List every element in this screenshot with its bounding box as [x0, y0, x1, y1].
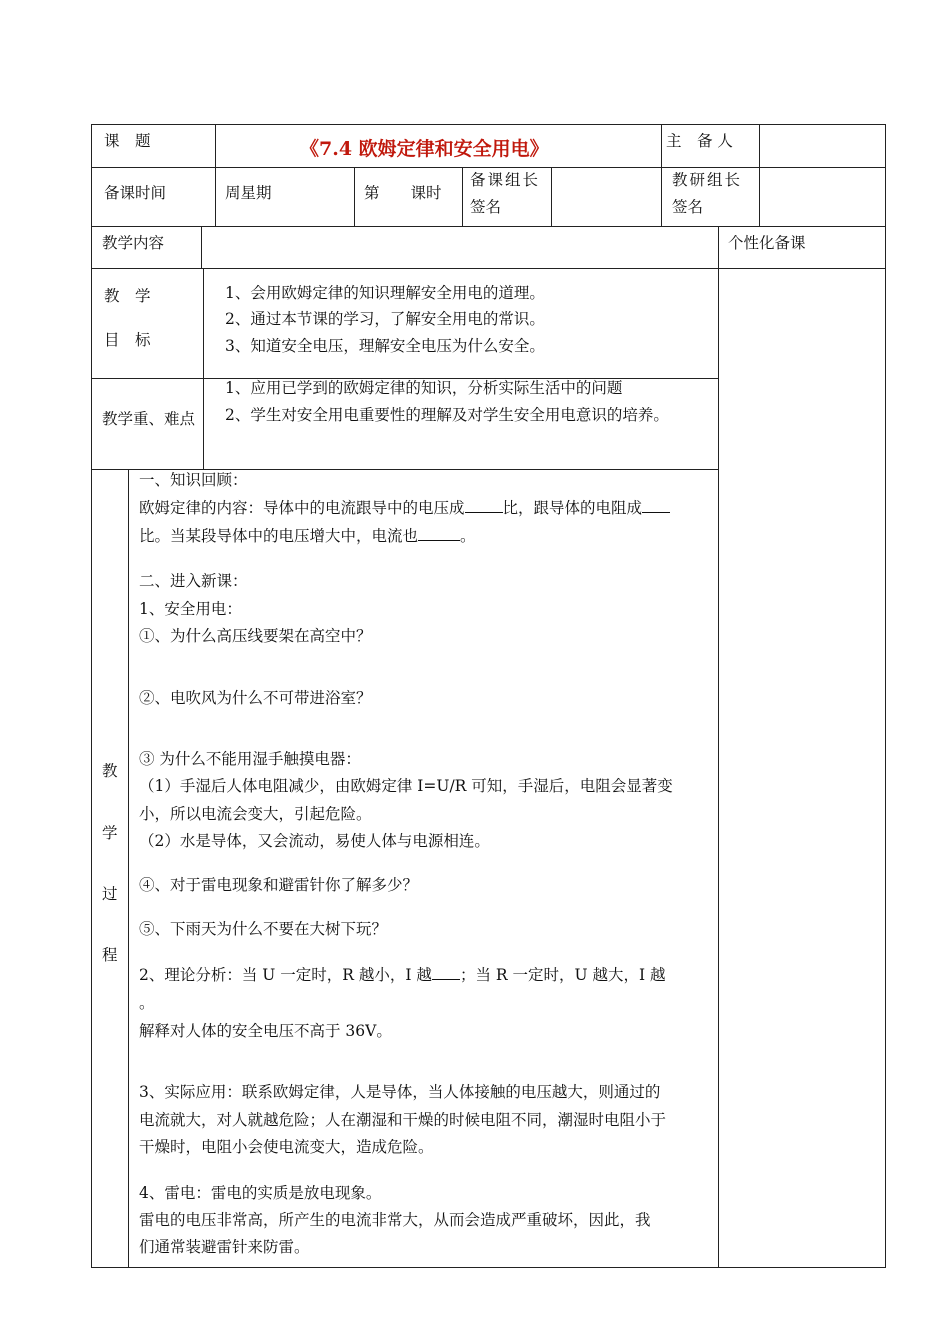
content-label: 教学内容 [102, 234, 165, 252]
period-label: 第 课时 [364, 184, 442, 202]
table-col-divider [551, 167, 552, 226]
goal-item: 1、会用欧姆定律的知识理解安全用电的道理。 [225, 284, 545, 302]
thunder-text: 雷电的电压非常高，所产生的电流非常大，从而会造成严重破坏，因此，我 [139, 1211, 651, 1229]
group-leader-sign-label: 签名 [470, 198, 502, 216]
fill-blank [432, 965, 460, 980]
table-col-divider [462, 167, 463, 226]
key-point-item: 2、学生对安全用电重要性的理解及对学生安全用电意识的培养。 [225, 406, 669, 424]
table-row-divider [91, 268, 886, 269]
personal-prep-label: 个性化备课 [728, 234, 806, 252]
theory-text: ；当 R 一定时，U 越大，I 越 [459, 966, 666, 984]
goals-label: 目 标 [104, 331, 151, 349]
fill-blank [418, 526, 460, 541]
goal-item: 2、通过本节课的学习，了解安全用电的常识。 [225, 310, 545, 328]
table-col-divider [661, 124, 662, 226]
research-leader-label: 教研组长 [672, 171, 743, 189]
review-text: 比，跟导体的电阻成 [502, 499, 643, 517]
page-title: 《7.4 欧姆定律和安全用电》 [300, 138, 549, 160]
question-text: ④、对于雷电现象和避雷针你了解多少？ [139, 876, 419, 894]
table-col-divider [128, 469, 129, 1267]
prep-time-label: 备课时间 [104, 184, 167, 202]
fill-blank [642, 498, 670, 513]
goals-label: 教 学 [104, 287, 151, 305]
table-border-right [885, 124, 886, 1267]
review-text: 欧姆定律的内容：导体中的电流跟导中的电压成 [139, 499, 465, 517]
answer-text: （2）水是导体，又会流动，易使人体与电源相连。 [139, 832, 490, 850]
table-row-divider [91, 167, 886, 168]
table-row-divider [91, 226, 886, 227]
review-line [139, 526, 476, 546]
process-label-char: 学 [102, 824, 118, 842]
application-text: 干燥时，电阻小会使电流变大，造成危险。 [139, 1138, 434, 1156]
table-col-divider [203, 268, 204, 469]
answer-text: （1）手湿后人体电阻减少，由欧姆定律 I=U/R 可知，手湿后，电阻会显著变 [139, 777, 673, 795]
theory-text: 2、理论分析：当 U 一定时，R 越小，I 越 [139, 966, 432, 984]
process-label-char: 过 [102, 885, 118, 903]
theory-line [139, 965, 666, 985]
presenter-label: 主 备 人 [666, 132, 733, 150]
question-text: ①、为什么高压线要架在高空中？ [139, 627, 372, 645]
group-leader-label: 备课组长 [470, 171, 541, 189]
process-label-char: 教 [102, 762, 118, 780]
key-points-label: 教学重、难点 [102, 410, 196, 428]
goal-item: 3、知道安全电压，理解安全电压为什么安全。 [225, 337, 545, 355]
weekday-label: 周星期 [225, 184, 272, 202]
safety-heading: 1、安全用电： [139, 600, 242, 618]
research-leader-sign-label: 签名 [672, 198, 704, 216]
review-heading: 一、知识回顾： [139, 471, 248, 489]
table-col-divider [718, 226, 719, 1267]
review-line [139, 498, 670, 518]
thunder-heading: 4、雷电：雷电的实质是放电现象。 [139, 1184, 382, 1202]
table-border-top [91, 124, 886, 125]
review-text: 比。当某段导体中的电压增大中，电流也 [139, 527, 419, 545]
safe-voltage-text: 解释对人体的安全电压不高于 36V。 [139, 1022, 392, 1040]
review-text: 。 [460, 527, 476, 545]
question-text: ⑤、下雨天为什么不要在大树下玩？ [139, 920, 388, 938]
process-label-char: 程 [102, 946, 118, 964]
application-text: 3、实际应用：联系欧姆定律，人是导体，当人体接触的电压越大，则通过的 [139, 1083, 661, 1101]
question-text: ②、电吹风为什么不可带进浴室？ [139, 689, 372, 707]
table-col-divider [354, 167, 355, 226]
table-col-divider [215, 124, 216, 226]
table-col-divider [201, 226, 202, 268]
new-lesson-heading: 二、进入新课： [139, 572, 248, 590]
key-point-item: 1、应用已学到的欧姆定律的知识，分析实际生活中的问题 [225, 379, 623, 397]
application-text: 电流就大，对人就越危险；人在潮湿和干燥的时候电阻不同，潮湿时电阻小于 [139, 1111, 667, 1129]
fill-blank [465, 498, 503, 513]
theory-end: 。 [139, 994, 155, 1012]
table-col-divider [759, 124, 760, 226]
table-border-left [91, 124, 92, 1267]
thunder-text: 们通常装避雷针来防雷。 [139, 1238, 310, 1256]
question-text: ③ 为什么不能用湿手触摸电器： [139, 750, 361, 768]
table-border-bottom [91, 1267, 886, 1268]
topic-label: 课 题 [104, 132, 151, 150]
answer-text: 小，所以电流会变大，引起危险。 [139, 805, 372, 823]
